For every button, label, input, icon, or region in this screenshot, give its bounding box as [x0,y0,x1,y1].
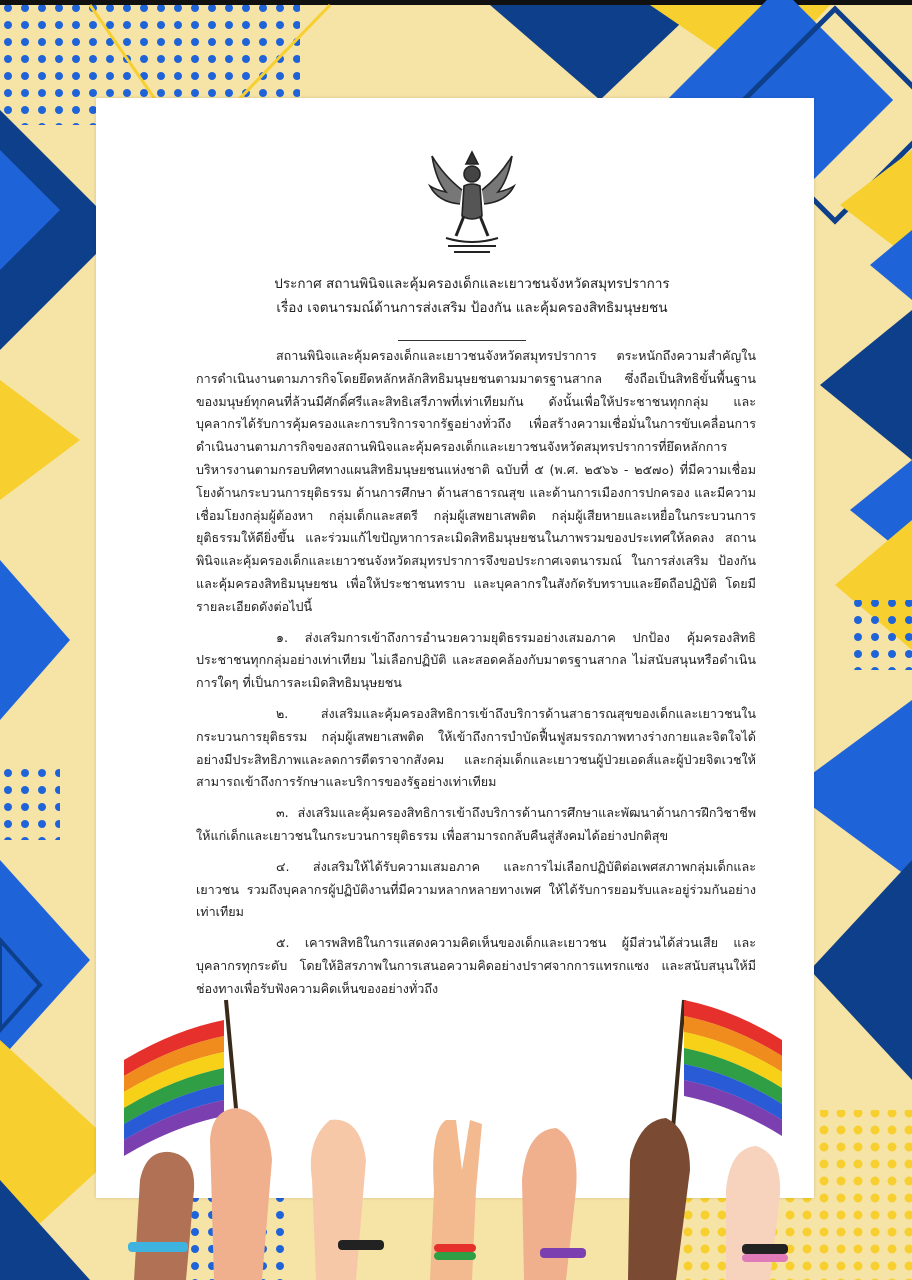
list-item: ๔. ส่งเสริมให้ได้รับความเสมอภาค และการไม่เลือกปฏิบัติต่อเพศสภาพกลุ่มเด็กและเยาวชน รวมถึงบุคลากรผู้ปฏิบัติงานที่มีความหลากหลายทางเพศ ให้ได้รับการยอมรับและอยู่ร่วมกันอย่างเท่าเทียม [196,858,756,920]
raised-hands-icon [128,1108,788,1280]
announcement-subject: เรื่อง เจตนารมณ์ด้านการส่งเสริม ป้องกัน และคุ้มครองสิทธิมนุษยชน [276,300,668,316]
list-item: ๕. เคารพสิทธิในการแสดงความคิดเห็นของเด็กและเยาวชน ผู้มีส่วนได้ส่วนเสีย และบุคลากรทุกระดับ โดยให้อิสรภาพในการเสนอความคิดอย่างปราศจากการแทรกแซง และสนับสนุนให้มีช่องทางเพื่อรับฟังความคิดเห็นของอย่างทั่วถึง [196,935,756,996]
announcement-title: ประกาศ สถานพินิจและคุ้มครองเด็กและเยาวชนจังหวัดสมุทรปราการ [274,276,670,292]
pride-illustration [0,990,912,1280]
garuda-emblem-icon [426,146,518,258]
list-item: ๓. ส่งเสริมและคุ้มครองสิทธิการเข้าถึงบริการด้านการศึกษาและพัฒนาด้านการฝึกวิชาชีพให้แก่เด็กและเยาวชนในกระบวนการยุติธรรม เพื่อสามารถกลับคืนสู่สังคมได้อย่างปกติสุข [196,805,756,843]
announcement-header [200,272,744,320]
intro-paragraph: สถานพินิจและคุ้มครองเด็กและเยาวชนจังหวัดสมุทรปราการ ตระหนักถึงความสำคัญในการดำเนินงานตามภารกิจโดยยึดหลักหลักสิทธิมนุษยชนตามมาตรฐานสากล ซึ่งถือเป็นสิทธิขั้นพื้นฐานของมนุษย์ทุกคนที่ล้วนมีศักดิ์ศรีและสิทธิเสรีภาพที่เท่าเทียมกัน ดังนั้นเพื่อให้ประชาชนทุกกลุ่ม และบุคลากรได้รับการคุ้มครองและการบริการจากรัฐอย่างทั่วถึง เพื่อสร้างความเชื่อมั่นในการขับเคลื่อนการดำเนินงานตามภารกิจของสถานพินิจและคุ้มครองเด็กและเยาวชนจังหวัดสมุทรปราการที่ยึดหลักการบริหารงานตามกรอบทิศทางแผนสิทธิมนุษยชนแห่งชาติ ฉบับที่ ๕ (พ.ศ. ๒๕๖๖ - ๒๕๗๐) ที่มีความเชื่อมโยงด้านกระบวนการยุติธรรม ด้านการศึกษา ด้านสาธารณสุข และด้านการเมืองการปกครอง และมีความเชื่อมโยงกลุ่มผู้ต้องหา กลุ่มเด็กและสตรี กลุ่มผู้เสพยาเสพติด กลุ่มผู้เสียหายและเหยื่อในกระบวนการยุติธรรมให้ดียิ่งขึ้น และร่วมแก้ไขปัญหาการละเมิดสิทธิมนุษยชนในภาพรวมของประเทศให้ลดลง สถานพินิจและคุ้มครองเด็กและเยาวชนจังหวัดสมุทรปราการจึงขอประกาศเจตนารมณ์ ในการส่งเสริม ป้องกัน และคุ้มครองสิทธิมนุษยชน เพื่อให้ประชาชนทราบ และบุคลากรในสังกัดรับทราบและยึดถือปฏิบัติ โดยมีรายละเอียดดังต่อไปนี้ [196,348,756,614]
list-item: ๒. ส่งเสริมและคุ้มครองสิทธิการเข้าถึงบริการด้านสาธารณสุขของเด็กและเยาวชนในกระบวนการยุติธรรม กลุ่มผู้เสพยาเสพติด ให้เข้าถึงการบำบัดฟื้นฟูสมรรถภาพทางร่างกายและจิตใจได้อย่างมีประสิทธิภาพและลดการตีตราจากสังคม และกลุ่มเด็กและเยาวชนผู้ป่วยเอดส์และผู้ป่วยจิตเวชให้สามารถเข้าถึงการรักษาและบริการของรัฐอย่างเท่าเทียม [196,705,756,790]
rainbow-flag-icon [672,1000,782,1140]
header-divider [398,340,526,341]
announcement-body [196,345,756,1008]
list-item: ๑. ส่งเสริมการเข้าถึงการอำนวยความยุติธรรมอย่างเสมอภาค ปกป้อง คุ้มครองสิทธิประชาชนทุกกลุ่มอย่างเท่าเทียม ไม่เลือกปฏิบัติ และสอดคล้องกับมาตรฐานสากล ไม่สนับสนุนหรือดำเนินการใดๆ ที่เป็นการละเมิดสิทธิมนุษยชน [196,629,756,691]
